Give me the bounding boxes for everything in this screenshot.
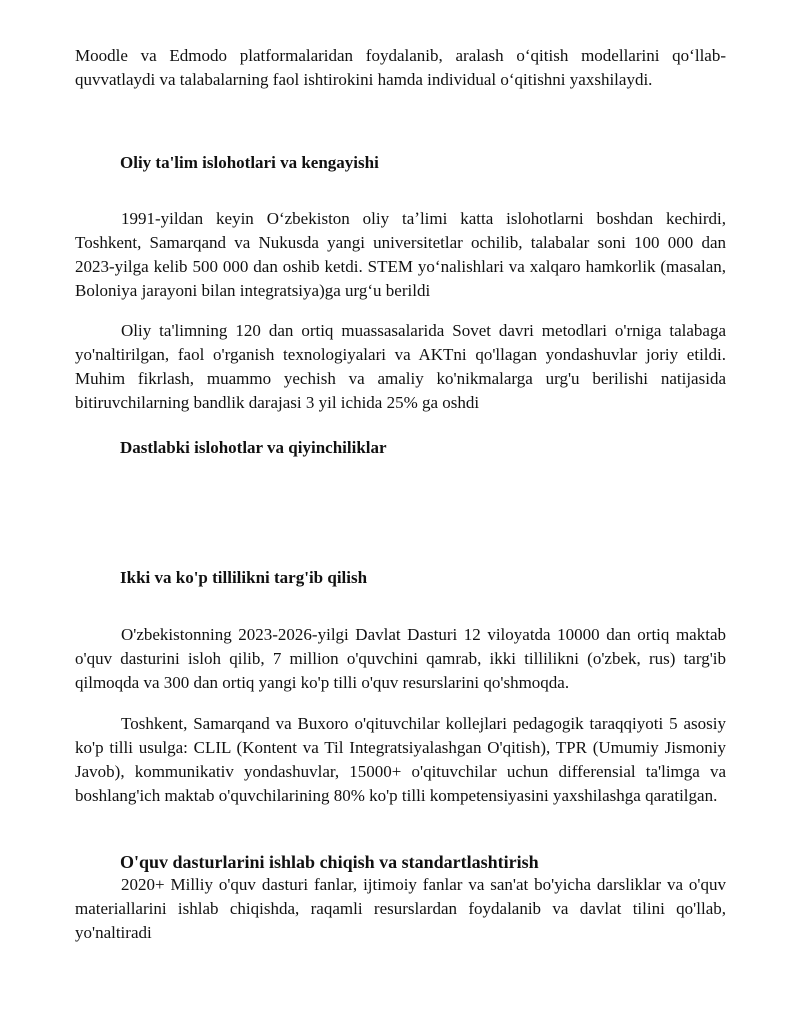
paragraph-national-curriculum: 2020+ Milliy o'quv dasturi fanlar, ijtimoiy fanlar va san'at bo'yicha darsliklar va o'quv materiallarini ishlab chiqishda, raqamli resurslardan foydalanib va davlat tilini qo'llab, yo'naltiradi	[75, 875, 726, 942]
paragraph-student-centered-methods: Oliy ta'limning 120 dan ortiq muassasalarida Sovet davri metodlari o'rniga talabaga yo'naltirilgan, faol o'rganish texnologiyalari va AKTni qo'llagan yondashuvlar joriy etildi. Muhim fikrlash, muammo yechish va amaliy ko'nikmalarga urg'u berilishi natijasida bitiruvchilarning bandlik darajasi 3 yil ichida 25% ga oshdi	[75, 321, 726, 412]
paragraph-teacher-colleges: Toshkent, Samarqand va Buxoro o'qituvchilar kollejlari pedagogik taraqqiyoti 5 asosiy ko'p tilli usulga: CLIL (Kontent va Til Integratsiyalashgan O'qitish), TPR (Umumiy Jismoniy Javob), kommunikativ yondashuvlar, 15000+ o'qituvchilar uchun differensial ta'limga va boshlang'ich maktab o'quvchilarining 80% ko'p tilli kompetensiyasini yaxshilashga qaratilgan.	[75, 714, 726, 805]
paragraph-state-program-2023-2026: O'zbekistonning 2023-2026-yilgi Davlat Dasturi 12 viloyatda 10000 dan ortiq maktab o'quv dasturini isloh qilib, 7 million o'quvchini qamrab, ikki tillilikni (o'zbek, rus) targ'ib qilmoqda va 300 dan ortiq yangi ko'p tilli o'quv resurslarini qo'shmoqda.	[75, 625, 726, 692]
heading-multilingualism: Ikki va ko'p tillilikni targ'ib qilish	[120, 568, 368, 587]
heading-higher-education-reforms: Oliy ta'lim islohotlari va kengayishi	[120, 153, 379, 172]
paragraph-blended-learning: Moodle va Edmodo platformalaridan foydalanib, aralash oʻqitish modellarini qoʻllab-quvvatlaydi va talabalarning faol ishtirokini hamda individual oʻqitishni yaxshilaydi.	[75, 46, 726, 89]
heading-early-reforms-challenges: Dastlabki islohotlar va qiyinchiliklar	[120, 438, 387, 457]
heading-curriculum-development: O'quv dasturlarini ishlab chiqish va standartlashtirish	[120, 852, 539, 872]
paragraph-reforms-after-1991: 1991-yildan keyin Oʻzbekiston oliy taʼlimi katta islohotlarni boshdan kechirdi, Toshkent, Samarqand va Nukusda yangi universitetlar ochilib, talabalar soni 100 000 dan 2023-yilga kelib 500 000 dan oshib ketdi. STEM yoʻnalishlari va xalqaro hamkorlik (masalan, Boloniya jarayoni bilan integratsiya)ga urgʻu berildi	[75, 209, 726, 300]
